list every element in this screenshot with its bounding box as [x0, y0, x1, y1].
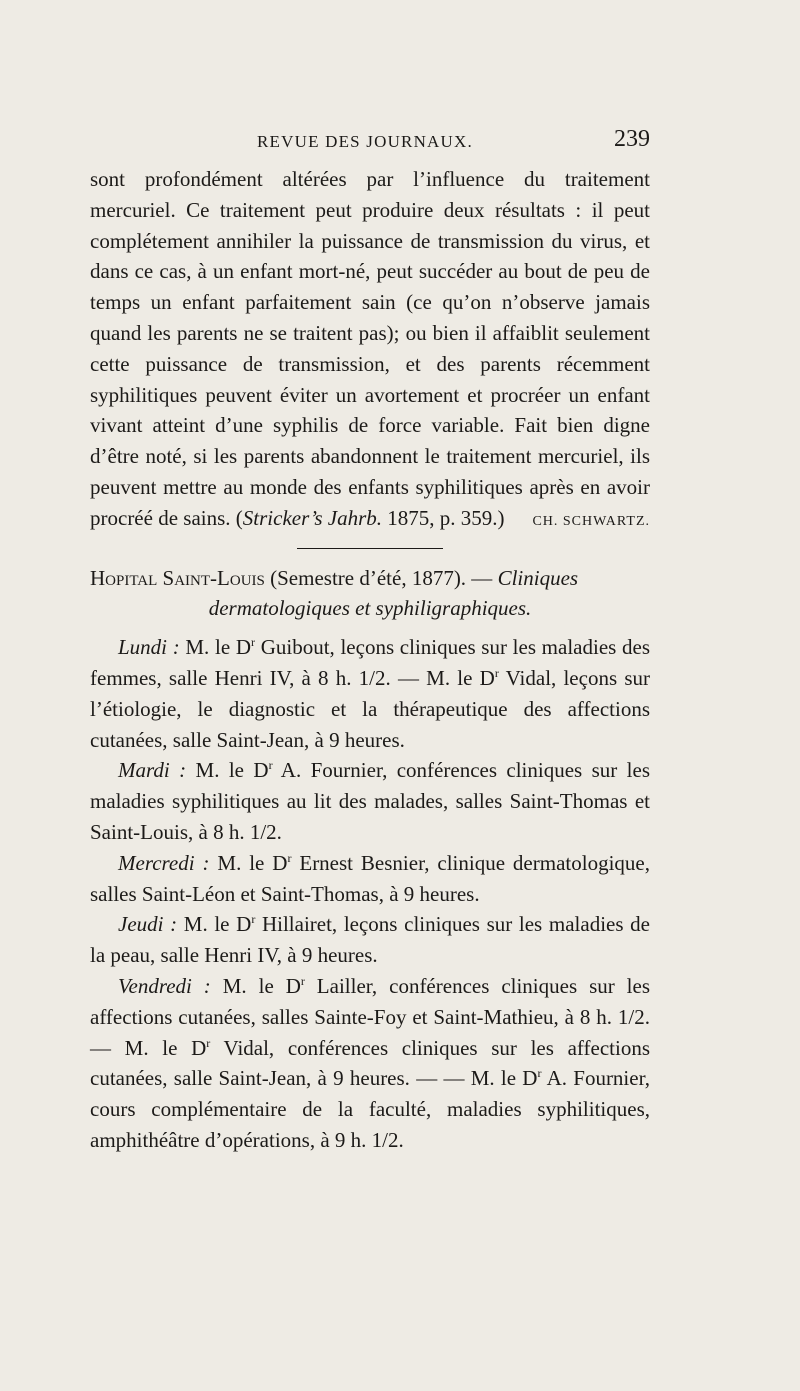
entry-text: A. Fournier, cours complémentaire de la faculté, maladies syphilitiques, amphithéâtre d’opérations, à 9 h. 1/2.: [90, 1066, 650, 1152]
continuation-text: sont profondément altérées par l’influence du traitement mercuriel. Ce traitement peut produire deux résultats : il peut complétement annihiler la puissance de transmission du virus, et dans ce cas, à un enfant mort-né, peut succéder au bout de peu de temps un enfant parfaitement sain (ce qu’on n’observe jamais quand les parents ne se traitent pas); ou bien il affaiblit seulement cette puissance de transmission, et des parents récemment syphilitiques peuvent éviter un avortement et procréer un enfant vivant atteint d’une syphilis de force variable. Fait bien digne d’être noté, si les parents abandonnent le traitement mercuriel, ils peuvent mettre au monde des enfants syphilitiques après en avoir procréé de sains.: [90, 167, 650, 530]
entry-text: M. le D: [186, 758, 269, 783]
day-label: Lundi :: [118, 635, 180, 660]
entry-text: Vidal, leçons sur l’étiologie, le diagnostic et la thérapeutique des affections cutanées, salle Saint-Jean, à 9 heures.: [90, 665, 650, 752]
entry-mercredi: [90, 848, 650, 910]
heading-semester: (Semestre d’été, 1877). —: [264, 565, 498, 590]
section-subheading: dermatologiques et syphiligraphiques.: [208, 596, 532, 621]
entry-vendredi: [90, 971, 650, 1156]
entry-text: Guibout, leçons cliniques sur les maladies des femmes, salle Henri IV, à 8 h. 1/2. — M. le D: [90, 635, 650, 690]
sup-r: r: [251, 635, 256, 650]
entry-text: Vidal, conférences cliniques sur les affections cutanées, salle Saint-Jean, à 9 heures. — — M. le D: [90, 1035, 650, 1091]
continuation-block: [90, 164, 650, 538]
sup-r: r: [300, 973, 305, 988]
page-body: [90, 164, 650, 1156]
entry-jeudi: [90, 909, 650, 971]
entry-text: M. le D: [209, 850, 288, 875]
sup-r: r: [537, 1066, 542, 1081]
entry-text: Hillairet, leçons cliniques sur les maladies de la peau, salle Henri IV, à 9 heures.: [90, 912, 650, 968]
day-label: Mercredi :: [118, 850, 210, 875]
page-header: [90, 126, 650, 160]
section-divider: [297, 548, 443, 549]
entry-lundi: [90, 632, 650, 755]
source-open-paren: (: [235, 505, 243, 530]
entry-text: Lailler, conférences cliniques sur les affections cutanées, salles Sainte-Foy et Saint-Mathieu, à 8 h. 1/2. — M. le D: [90, 973, 651, 1060]
entry-text: M. le D: [210, 973, 301, 998]
entry-text: Ernest Besnier, clinique dermatologique, salles Saint-Léon et Saint-Thomas, à 9 heures.: [90, 850, 650, 906]
sup-r: r: [287, 850, 292, 865]
day-label: Mardi :: [118, 758, 187, 783]
entry-text: M. le D: [177, 912, 252, 937]
entry-text: M. le D: [179, 635, 252, 660]
sup-r: r: [268, 758, 273, 773]
sup-r: r: [494, 665, 499, 680]
entry-text: A. Fournier, conférences cliniques sur les maladies syphilitiques au lit des malades, salles Saint-Thomas et Saint-Louis, à 8 h. 1/2.: [90, 758, 651, 844]
day-label: Jeudi :: [118, 912, 178, 937]
day-label: Vendredi :: [118, 973, 211, 998]
hospital-name: Hopital Saint-Louis: [90, 565, 265, 590]
entry-mardi: [90, 755, 650, 847]
page-number: 239: [614, 126, 650, 152]
running-head: REVUE DES JOURNAUX.: [257, 132, 473, 151]
heading-italic-cliniques: Cliniques: [497, 565, 579, 590]
source-citation: 1875, p. 359.): [387, 505, 505, 530]
continuation-paragraph: [90, 164, 650, 534]
sup-r: r: [251, 912, 256, 927]
sup-r: r: [206, 1035, 211, 1050]
source-title: Stricker’s Jahrb.: [242, 505, 382, 530]
section-heading: [90, 563, 650, 594]
author-signature: CH. SCHWARTZ.: [532, 513, 650, 529]
